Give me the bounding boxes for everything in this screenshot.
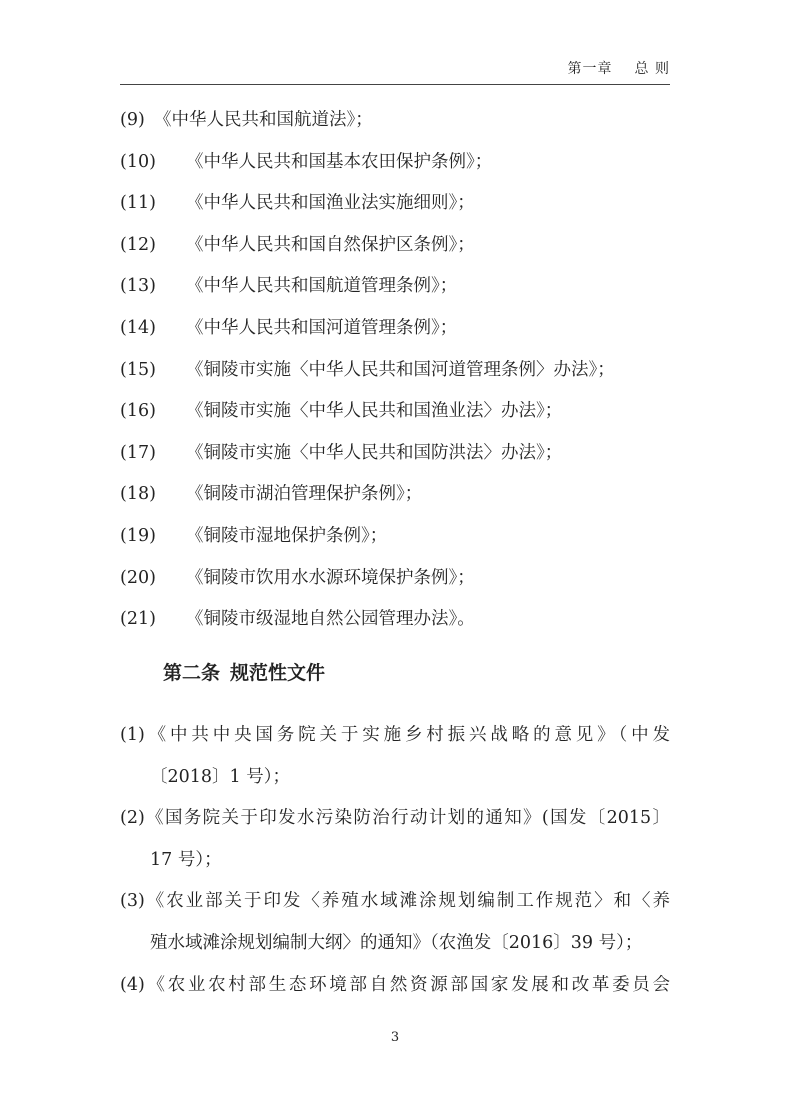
law-number: (15) [120,359,156,380]
doc-line: (4)《农业农村部生态环境部自然资源部国家发展和改革委员会 [120,974,670,995]
law-text: 《铜陵市饮用水水源环境保护条例》； [186,567,475,588]
law-text: 《铜陵市湖泊管理保护条例》； [186,484,423,505]
page-number: 3 [390,1030,400,1045]
law-item-13 [120,266,670,308]
law-item-17 [120,433,670,475]
law-text: 《中华人民共和国航道管理条例》； [186,276,458,297]
law-text: 《铜陵市级湿地自然公园管理办法》。 [186,609,475,630]
doc-item-1 [120,715,670,798]
doc-line: (3)《农业部关于印发〈养殖水域滩涂规划编制工作规范〉和〈养 [120,891,670,912]
law-list [120,100,670,641]
doc-line-continued: 〔2018〕1 号）； [150,766,290,787]
law-item-18 [120,474,670,516]
law-number: (21) [120,609,156,630]
law-text: 《铜陵市实施〈中华人民共和国防洪法〉办法》； [186,442,563,463]
law-item-16 [120,391,670,433]
law-item-12 [120,225,670,267]
section-label: 第二条 [163,662,221,684]
law-text: 《铜陵市实施〈中华人民共和国河道管理条例〉办法》； [186,359,615,380]
law-number: (18) [120,484,156,505]
law-text: 《中华人民共和国基本农田保护条例》； [186,151,493,172]
law-number: (14) [120,317,156,338]
law-number: (9) [120,110,145,130]
law-number: (20) [120,567,156,588]
page-header [568,58,670,78]
law-text: 《中华人民共和国渔业法实施细则》； [186,193,475,214]
law-item-14 [120,308,670,350]
doc-line: (1)《中共中央国务院关于实施乡村振兴战略的意见》（中发 [120,725,670,745]
law-item-20 [120,558,670,600]
law-item-11 [120,183,670,225]
law-number: (10) [120,151,156,172]
header-title: 总 则 [634,61,670,77]
law-text: 《铜陵市湿地保护条例》； [186,525,388,546]
header-chapter: 第一章 [567,61,613,77]
law-text: 《中华人民共和国河道管理条例》； [186,317,458,338]
law-text: 《中华人民共和国自然保护区条例》； [186,234,475,255]
law-number: (19) [120,525,156,546]
law-item-10 [120,142,670,184]
doc-item-4 [120,965,670,1007]
normative-document-list [120,715,670,1006]
doc-line-continued: 殖水域滩涂规划编制大纲〉的通知》（农渔发〔2016〕39 号）； [150,932,643,953]
doc-line: (2)《国务院关于印发水污染防治行动计划的通知》(国发〔2015〕 [120,808,670,829]
law-text: 《铜陵市实施〈中华人民共和国渔业法〉办法》； [186,401,563,422]
law-number: (17) [120,442,156,463]
law-number: (12) [120,234,156,255]
law-number: (11) [120,193,156,214]
doc-item-2 [120,798,670,881]
law-item-19 [120,516,670,558]
law-item-21 [120,599,670,641]
section-heading [163,658,325,685]
law-number: (16) [120,401,156,422]
doc-line-continued: 17 号）； [150,849,222,870]
section-title: 规范性文件 [230,662,326,684]
law-number: (13) [120,276,156,297]
header-rule [120,84,670,85]
doc-item-3 [120,881,670,964]
law-item-15 [120,350,670,392]
law-text: 《中华人民共和国航道法》； [154,110,373,130]
law-item-9 [120,100,670,142]
